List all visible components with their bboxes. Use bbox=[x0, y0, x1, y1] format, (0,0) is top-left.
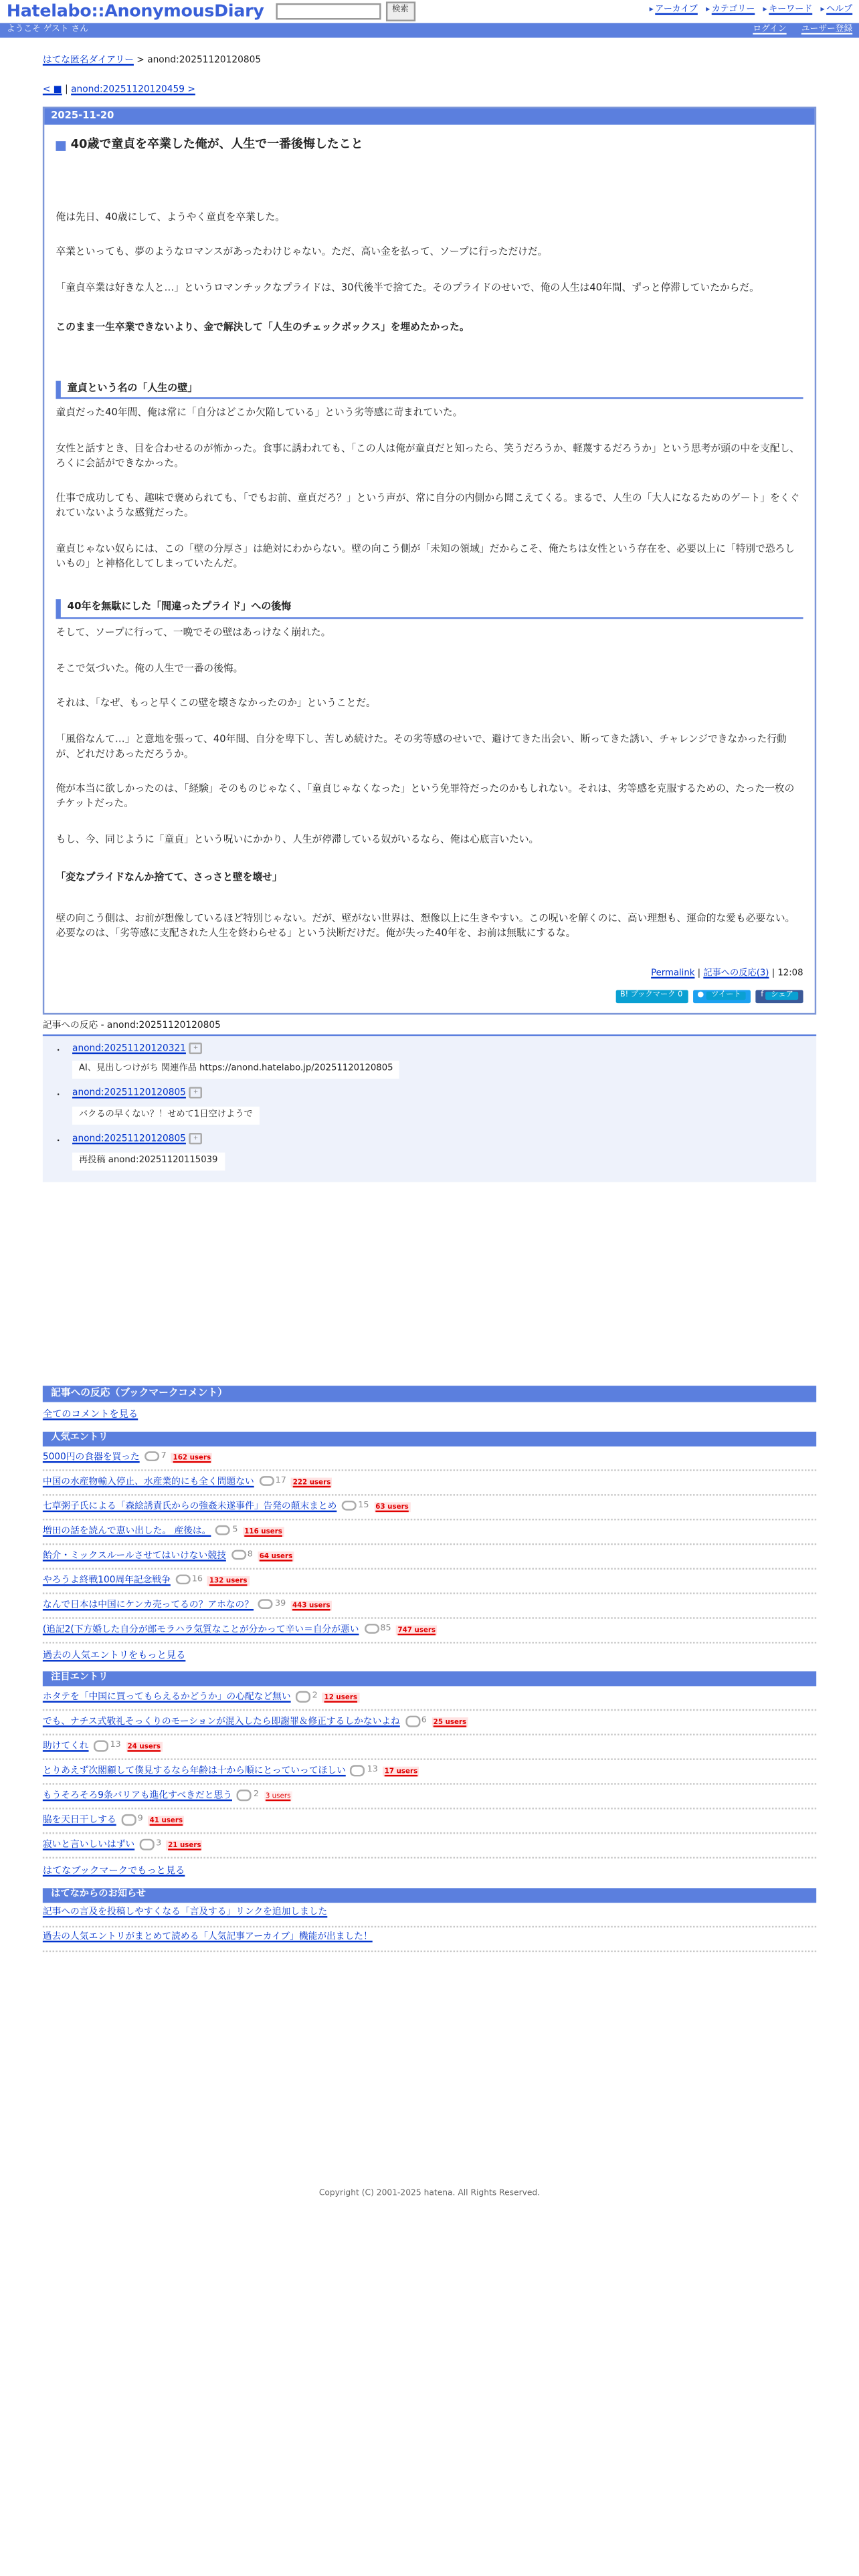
comment-count: 7 bbox=[161, 1451, 167, 1461]
global-nav bbox=[650, 5, 853, 18]
entry-row bbox=[43, 1545, 816, 1570]
comment-count: 2 bbox=[312, 1691, 318, 1702]
article-paragraph: 女性と話すとき、目を合わせるのが怖かった。食事に誘われても、「この人は俺が童貞だと知ったら、笑うだろうか、軽蔑するだろうか」という思考が頭の中を支配し、ろくに会話ができなかった。 bbox=[56, 443, 800, 469]
login-link[interactable]: ログイン bbox=[753, 24, 787, 34]
reaction-text: 再投稿 anond:20251120115039 bbox=[72, 1152, 224, 1171]
pager bbox=[43, 84, 816, 97]
comment-count: 3 bbox=[156, 1839, 162, 1850]
section-heading: 童貞という名の「人生の壁」 bbox=[56, 380, 803, 399]
article-paragraph: 「風俗なんて…」と意地を張って、40年間、自分を卑下し、苦しめ続けた。その劣等感のせいで、避けてきた出会い、断ってきた誘い、チャレンジできなかった行動が、どれだけあっただろうか。 bbox=[56, 734, 787, 760]
entry-link[interactable]: 5000円の食器を買った bbox=[42, 1452, 140, 1463]
hot-entries-title: 注目エントリ bbox=[43, 1672, 816, 1687]
comment-count: 16 bbox=[191, 1574, 203, 1585]
entry-link[interactable]: (追記2(下方婚した自分が郎モラハラ気質なことが分かって辛い＝自分が悪い bbox=[42, 1624, 359, 1635]
expand-icon[interactable]: + bbox=[189, 1087, 203, 1099]
entry-link[interactable]: 助けてくれ bbox=[42, 1742, 89, 1752]
entry-row bbox=[43, 1594, 816, 1618]
reactions-label: 記事への反応 - anond:20251120120805 bbox=[42, 1022, 221, 1032]
comment-count: 13 bbox=[367, 1765, 378, 1776]
entry-row bbox=[43, 1834, 816, 1859]
comment-bubble-icon bbox=[231, 1550, 246, 1561]
article-body bbox=[44, 125, 814, 1014]
comment-count: 6 bbox=[421, 1716, 427, 1727]
top-bar bbox=[0, 0, 859, 23]
article-paragraph: 童貞だった40年間、俺は常に「自分はどこか欠陥している」という劣等感に苛まれていた。 bbox=[56, 407, 463, 419]
reaction-text: AI、見出しつけがち 関連作品 https://anond.hatelabo.jp/20251120120805 bbox=[72, 1060, 399, 1079]
comment-count: 8 bbox=[247, 1549, 253, 1560]
comment-count: 17 bbox=[275, 1476, 286, 1486]
hatena-bookmark-button[interactable]: B! ブックマーク 0 bbox=[615, 990, 687, 1004]
article-footer: Permalink | 記事への反応(3) | 12:08 bbox=[651, 968, 803, 978]
comment-bubble-icon bbox=[216, 1525, 231, 1536]
entry-link[interactable]: 増田の話を読んで恵い出した。 産後は。 bbox=[42, 1526, 211, 1537]
share-buttons bbox=[56, 990, 803, 1004]
entry-row bbox=[43, 1711, 816, 1735]
comment-bubble-icon bbox=[405, 1716, 419, 1727]
popular-more-link[interactable]: 過去の人気エントリをもっと見る bbox=[42, 1651, 186, 1661]
users-badge[interactable]: 162 users bbox=[171, 1453, 213, 1463]
popular-entries-title: 人気エントリ bbox=[43, 1431, 816, 1446]
post-time: 12:08 bbox=[777, 968, 803, 978]
entry-row bbox=[43, 1520, 816, 1545]
spacer bbox=[43, 1182, 816, 1386]
reaction-link[interactable]: anond:20251120120321 bbox=[72, 1043, 186, 1053]
hot-entries-list bbox=[43, 1687, 816, 1859]
entry-link[interactable]: とりあえず次閣顧して僕見するなら年齢は十から順にとっていってほしい bbox=[42, 1766, 346, 1777]
entry-row bbox=[43, 1618, 816, 1643]
all-comments-link[interactable]: 全てのコメントを見る bbox=[42, 1410, 138, 1421]
expand-icon[interactable]: + bbox=[189, 1134, 203, 1145]
permalink[interactable]: Permalink bbox=[651, 968, 695, 978]
site-logo[interactable]: Hatelabo::AnonymousDiary bbox=[6, 1, 264, 21]
comment-bubble-icon bbox=[94, 1741, 108, 1751]
entry-link[interactable]: ホタテを「中国に買ってもらえるかどうか」の心配など無い bbox=[42, 1693, 291, 1703]
users-badge[interactable]: 116 users bbox=[243, 1526, 284, 1536]
article-paragraph: 俺が本当に欲しかったのは、「経験」そのものじゃなく、「童貞じゃなくなった」という免罪符だったのかもしれない。それは、劣等感を克服するための、たった一枚のチケットだった。 bbox=[56, 784, 795, 810]
entry-link[interactable]: 飴介・ミックスルールさせてはいけない競技 bbox=[42, 1551, 226, 1561]
news-title: はてなからのお知らせ bbox=[43, 1887, 816, 1902]
entry-row bbox=[43, 1569, 816, 1594]
users-badge[interactable]: 63 users bbox=[374, 1502, 410, 1512]
comment-bubble-icon bbox=[237, 1790, 252, 1801]
article-paragraph: そして、ソープに行って、一晩でその壁はあっけなく崩れた。 bbox=[56, 627, 331, 639]
welcome-text: ようこそ ゲスト さん bbox=[6, 24, 89, 34]
comment-bubble-icon bbox=[140, 1840, 155, 1850]
article-paragraph: 仕事で成功しても、趣味で褒められても、「でもお前、童貞だろ？」という声が、常に自分の内側から聞こえてくる。まるで、人生の「大人になるためのゲート」をくぐれていないような感覚だった。 bbox=[56, 493, 800, 520]
news-link[interactable]: 記事への言及を投稿しやすくなる「言及する」リンクを追加しました bbox=[42, 1908, 328, 1919]
facebook-share-button[interactable]: f シェア bbox=[756, 990, 803, 1004]
comment-bubble-icon bbox=[175, 1574, 190, 1585]
users-badge[interactable]: 17 users bbox=[383, 1767, 419, 1777]
search-button[interactable]: 検索 bbox=[385, 1, 415, 21]
next-link[interactable]: anond:20251120120459 > bbox=[71, 85, 195, 96]
comment-count: 85 bbox=[380, 1623, 391, 1634]
users-badge[interactable]: 41 users bbox=[148, 1816, 184, 1826]
tweet-button[interactable]: ● ツイート bbox=[692, 990, 751, 1004]
hot-more-link[interactable]: はてなブックマークでもっと見る bbox=[42, 1866, 185, 1877]
article-box bbox=[43, 107, 816, 1015]
reaction-text: バクるの早くない？！せめて1日空けようで bbox=[72, 1106, 260, 1125]
article-paragraph: 「童貞卒業は好きな人と…」というロマンチックなプライドは、30代後半で捨てた。そのプライドのせいで、俺の人生は40年間、ずっと停滞していたからだ。 bbox=[56, 282, 759, 294]
comment-count: 9 bbox=[137, 1814, 143, 1825]
article-title-row bbox=[56, 136, 803, 154]
comment-count: 39 bbox=[274, 1599, 286, 1609]
entry-row bbox=[43, 1760, 816, 1785]
entry-row bbox=[43, 1495, 816, 1520]
comment-bubble-icon bbox=[145, 1451, 159, 1462]
users-badge[interactable]: 24 users bbox=[126, 1742, 162, 1752]
entry-row bbox=[43, 1471, 816, 1495]
article-paragraph: 「変なプライドなんか捨てて、さっさと壁を壊せ」 bbox=[56, 871, 282, 883]
comment-count: 13 bbox=[110, 1741, 121, 1751]
main-content bbox=[43, 54, 816, 1951]
pager-separator: | bbox=[65, 85, 68, 96]
reaction-item bbox=[72, 1087, 816, 1130]
article-paragraph: 童貞じゃない奴らには、この「壁の分厚さ」は絶対にわからない。壁の向こう側が「未知の領域」だからこそ、俺たちは女性という存在を、必要以上に「特別で恐ろしいもの」と神格化してしまっていたんだ。 bbox=[56, 543, 795, 569]
comment-bubble-icon bbox=[258, 1599, 273, 1610]
title-square-icon bbox=[56, 140, 66, 150]
comment-bubble-icon bbox=[296, 1692, 310, 1703]
users-badge[interactable]: 64 users bbox=[258, 1551, 294, 1561]
reactions-link[interactable]: 記事への反応(3) bbox=[703, 968, 769, 978]
comment-count: 2 bbox=[253, 1790, 260, 1800]
register-link[interactable]: ユーザー登録 bbox=[801, 24, 853, 34]
article-paragraph: それは、「なぜ、もっと早くこの壁を壊さなかったのか」ということだ。 bbox=[56, 698, 376, 710]
copyright: Copyright (C) 2001-2025 hatena. All Rights Reserved. bbox=[318, 2188, 541, 2199]
article-paragraph: 壁の向こう側は、お前が想像しているほど特別じゃない。だが、壁がない世界は、想像以上に生きやすい。この呪いを解くのに、高い理想も、運命的な愛も必要ない。必要なのは、「劣等感に支配された人生を終わらせる」という決断だけだ。俺が失った40年を、お前は無駄にするな。 bbox=[56, 913, 795, 940]
users-badge[interactable]: 12 users bbox=[322, 1693, 359, 1703]
news-link[interactable]: 過去の人気エントリがまとめて読める「人気記事アーカイブ」機能が出ました！ bbox=[42, 1933, 373, 1943]
news-row bbox=[43, 1902, 816, 1927]
nav-archive[interactable]: ▸ アーカイブ bbox=[650, 5, 698, 18]
users-badge[interactable]: 132 users bbox=[207, 1576, 249, 1586]
bookmark-section-title: 記事への反応（ブックマークコメント） bbox=[43, 1386, 816, 1403]
breadcrumb bbox=[43, 54, 816, 68]
nav-category[interactable]: ▸ カテゴリー bbox=[706, 5, 755, 18]
search-input[interactable] bbox=[276, 3, 381, 20]
entry-link[interactable]: 寂いと言いしいはずい bbox=[42, 1840, 135, 1851]
entry-row bbox=[43, 1785, 816, 1810]
breadcrumb-current: anond:20251120120805 bbox=[147, 56, 262, 66]
entry-link[interactable]: 脇を天日干しする bbox=[42, 1816, 116, 1826]
section-heading: 40年を無駄にした「間違ったプライド」への後悔 bbox=[56, 600, 803, 619]
comment-bubble-icon bbox=[351, 1765, 365, 1776]
entry-link[interactable]: もうそろそろ9条バリアも進化すべきだと思う bbox=[42, 1791, 232, 1802]
facebook-label: シェア bbox=[766, 992, 798, 1000]
entry-link[interactable]: なんで日本は中国にケンカ売ってるの？アホなの？ bbox=[42, 1600, 254, 1610]
users-badge[interactable]: 3 users bbox=[264, 1792, 292, 1802]
comment-bubble-icon bbox=[259, 1476, 274, 1487]
comment-bubble-icon bbox=[121, 1815, 136, 1826]
users-badge[interactable]: 443 users bbox=[291, 1600, 332, 1610]
users-badge[interactable]: 747 users bbox=[396, 1625, 438, 1635]
entry-link[interactable]: やろうよ終戦100周年記念戦争 bbox=[42, 1576, 171, 1586]
article-paragraph: もし、今、同じように「童貞」という呪いにかかり、人生が停滞している奴がいるなら、俺は心底言いたい。 bbox=[56, 833, 539, 845]
entry-row bbox=[43, 1687, 816, 1711]
comment-count: 5 bbox=[232, 1525, 238, 1535]
entry-row bbox=[43, 1735, 816, 1760]
popular-entries-list bbox=[43, 1446, 816, 1643]
expand-icon[interactable]: + bbox=[189, 1042, 203, 1053]
comment-count: 15 bbox=[358, 1500, 369, 1511]
comment-bubble-icon bbox=[364, 1624, 379, 1634]
comment-bubble-icon bbox=[342, 1501, 357, 1511]
entry-link[interactable]: でも、ナチス式敬礼そっくりのモーションが混入したら即謝罪＆修正するしかないよね bbox=[42, 1717, 400, 1727]
entry-row bbox=[43, 1810, 816, 1834]
news-list bbox=[43, 1902, 816, 1951]
reaction-item bbox=[72, 1042, 816, 1085]
tweet-label: ツイート bbox=[706, 992, 746, 1000]
reactions-list bbox=[43, 1034, 816, 1183]
breadcrumb-home[interactable]: はてな匿名ダイアリー bbox=[42, 56, 134, 66]
entry-row bbox=[43, 1446, 816, 1471]
article-paragraph: 俺は先日、40歳にして、ようやく童貞を卒業した。 bbox=[56, 211, 286, 223]
reaction-item bbox=[72, 1134, 816, 1176]
article-paragraph: このまま一生卒業できないより、金で解決して「人生のチェックボックス」を埋めたかった。 bbox=[56, 321, 470, 334]
article-paragraph: そこで気づいた。俺の人生で一番の後悔。 bbox=[56, 663, 244, 675]
entry-link[interactable]: 中国の水産物輸入停止、水産業的にも全く問題ない bbox=[42, 1477, 254, 1487]
article-paragraph: 卒業といっても、夢のようなロマンスがあったわけじゃない。ただ、高い金を払って、ソープに行っただけだ。 bbox=[56, 247, 548, 259]
nav-keyword[interactable]: ▸ キーワード bbox=[763, 5, 813, 18]
nav-help[interactable]: ▸ ヘルプ bbox=[821, 5, 853, 18]
prev-link[interactable]: < ■ bbox=[42, 85, 62, 96]
user-bar bbox=[0, 23, 859, 37]
reaction-link[interactable]: anond:20251120120805 bbox=[72, 1089, 186, 1099]
users-badge[interactable]: 21 users bbox=[167, 1840, 203, 1850]
entry-link[interactable]: 七草粥子氏による「森絵誘責氏からの強姦未遂事件」告発の顛末まとめ bbox=[42, 1501, 337, 1512]
news-row bbox=[43, 1927, 816, 1951]
reaction-link[interactable]: anond:20251120120805 bbox=[72, 1135, 186, 1146]
breadcrumb-separator: > bbox=[136, 56, 145, 66]
article-title: 40歳で童貞を卒業した俺が、人生で一番後悔したこと bbox=[70, 136, 363, 152]
article-date: 2025-11-20 bbox=[44, 109, 814, 126]
users-badge[interactable]: 222 users bbox=[291, 1477, 332, 1487]
users-badge[interactable]: 25 users bbox=[432, 1717, 468, 1727]
